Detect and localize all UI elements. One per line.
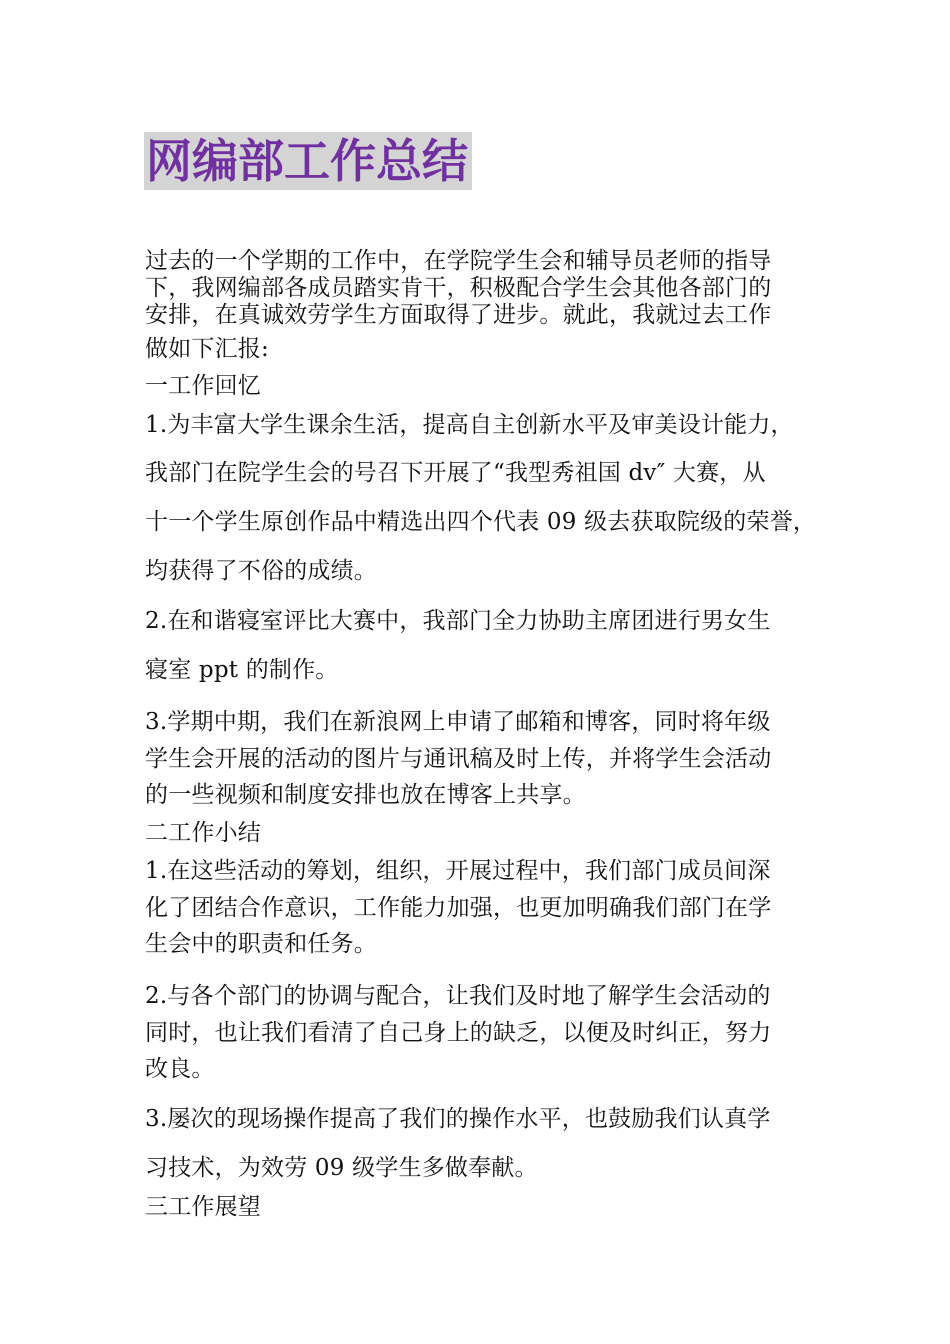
paragraph-line: 1.为丰富大学生课余生活，提高自主创新水平及审美设计能力， — [145, 412, 794, 438]
paragraph-line: 安排，在真诚效劳学生方面取得了进步。就此，我就过去工作 — [145, 302, 772, 328]
paragraph-line: 3.屡次的现场操作提高了我们的操作水平，也鼓励我们认真学 — [145, 1106, 771, 1132]
paragraph-line: 生会中的职责和任务。 — [145, 931, 377, 957]
paragraph-line: 十一个学生原创作品中精选出四个代表 09 级去获取院级的荣誉， — [145, 509, 817, 535]
paragraph-line: 2.在和谐寝室评比大赛中，我部门全力协助主席团进行男女生 — [145, 608, 771, 634]
section-heading: 一工作回忆 — [145, 373, 261, 399]
paragraph-line: 习技术，为效劳 09 级学生多做奉献。 — [145, 1155, 538, 1181]
paragraph-line: 3.学期中期，我们在新浪网上申请了邮箱和博客，同时将年级 — [145, 709, 771, 735]
paragraph-line: 1.在这些活动的筹划，组织，开展过程中，我们部门成员间深 — [145, 858, 771, 884]
paragraph-line: 的一些视频和制度安排也放在博客上共享。 — [145, 782, 586, 808]
paragraph-line: 我部门在院学生会的号召下开展了“我型秀祖国 dv″ 大赛，从 — [145, 460, 766, 486]
paragraph-line: 寝室 ppt 的制作。 — [145, 657, 339, 683]
section-heading: 二工作小结 — [145, 820, 261, 846]
paragraph-line: 改良。 — [145, 1056, 215, 1082]
paragraph-line: 学生会开展的活动的图片与通讯稿及时上传，并将学生会活动 — [145, 746, 772, 772]
paragraph-line: 下，我网编部各成员踏实肯干，积极配合学生会其他各部门的 — [145, 275, 772, 301]
document-title: 网编部工作总结 — [144, 132, 472, 190]
paragraph-line: 化了团结合作意识，工作能力加强，也更加明确我们部门在学 — [145, 895, 772, 921]
paragraph-line: 均获得了不俗的成绩。 — [145, 558, 377, 584]
paragraph-line: 做如下汇报: — [145, 336, 269, 362]
paragraph-line: 同时，也让我们看清了自己身上的缺乏，以便及时纠正，努力 — [145, 1020, 772, 1046]
paragraph-line: 过去的一个学期的工作中，在学院学生会和辅导员老师的指导 — [145, 248, 772, 274]
section-heading: 三工作展望 — [145, 1194, 261, 1220]
paragraph-line: 2.与各个部门的协调与配合，让我们及时地了解学生会活动的 — [145, 983, 771, 1009]
